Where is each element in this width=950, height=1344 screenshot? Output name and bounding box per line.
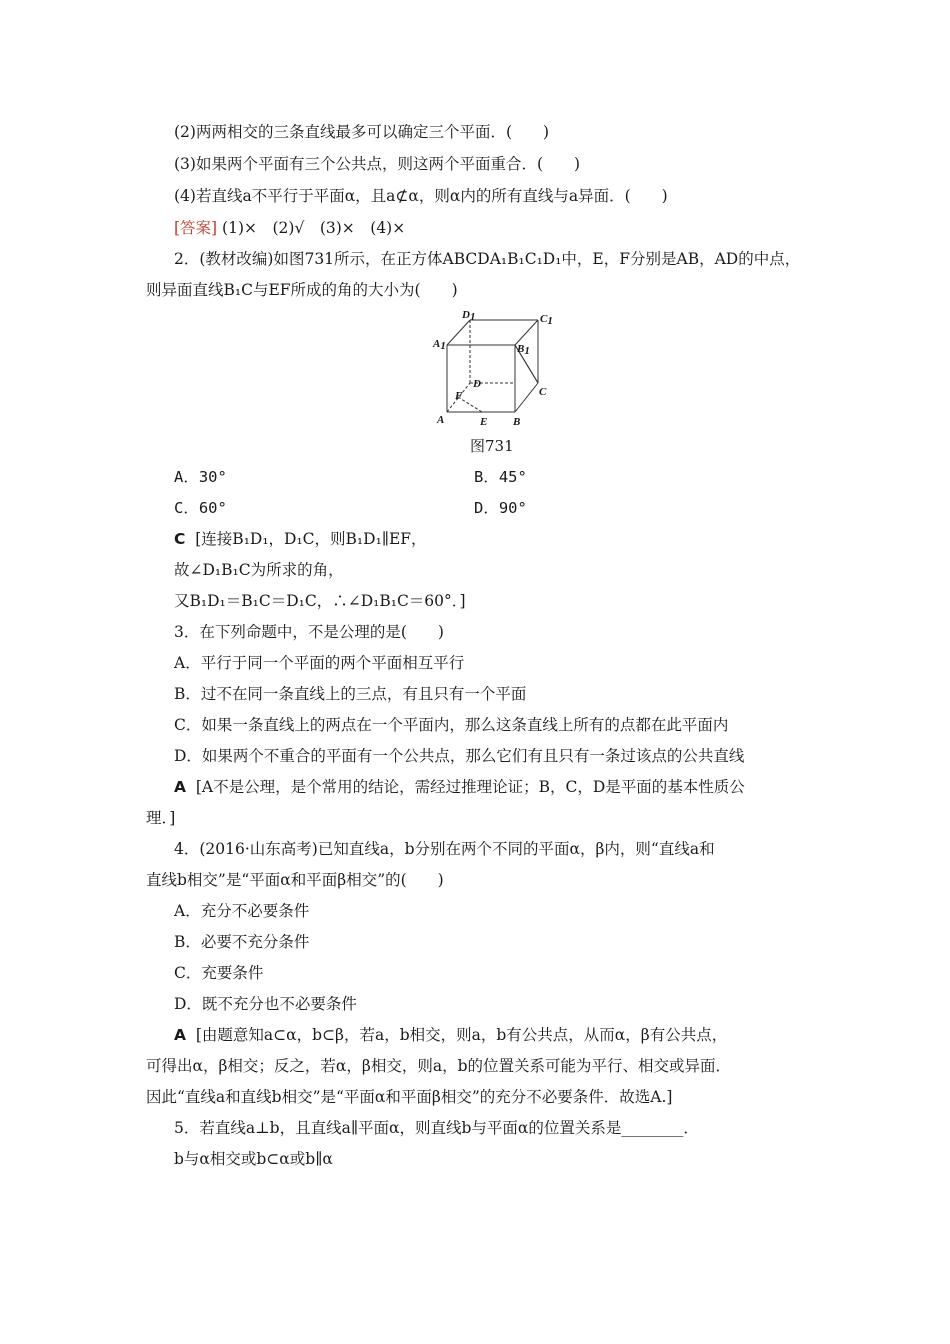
q3-solution-line1	[174, 777, 745, 797]
q1-answer	[174, 218, 405, 238]
label-f: F	[455, 390, 463, 402]
q2-option-b: B．45°	[474, 468, 527, 486]
q4-solution-line3: 因此“直线a和直线b相交”是“平面α和平面β相交”的充分不必要条件．故选A.]	[146, 1088, 673, 1106]
q3-stem: 3．在下列命题中，不是公理的是( )	[174, 623, 444, 641]
q3-solution-text1: [A不是公理，是个常用的结论，需经过推理论证；B，C，D是平面的基本性质公	[195, 778, 745, 796]
q4-solution-line2: 可得出α，β相交；反之，若α，β相交，则a，b的位置关系可能为平行、相交或异面．	[146, 1057, 732, 1075]
label-a1: A1	[433, 338, 446, 352]
answer-tag: [答案]	[174, 219, 218, 237]
q1-item-2: (2)两两相交的三条直线最多可以确定三个平面．( )	[174, 123, 550, 141]
edge-b1c1	[515, 320, 538, 345]
q5-stem: 5．若直线a⊥b，且直线a∥平面α，则直线b与平面α的位置关系是________．	[174, 1119, 699, 1137]
label-e: E	[480, 416, 488, 428]
q2-stem-line1: 2．(教材改编)如图731所示，在正方体ABCDA₁B₁C₁D₁中，E，F分别是AB，AD的中点，	[174, 250, 801, 268]
q3-option-d: D．如果两个不重合的平面有一个公共点，那么它们有且只有一条过该点的公共直线	[174, 747, 745, 765]
q1-answer-text: (1)× (2)√ (3)× (4)×	[222, 219, 406, 237]
q2-solution-text1: [连接B₁D₁，D₁C，则B₁D₁∥EF，	[195, 530, 427, 548]
edge-bc	[515, 383, 538, 412]
label-d1: D1	[462, 309, 476, 323]
q4-solution-line1	[174, 1025, 727, 1045]
q4-stem-line2: 直线b相交”是“平面α和平面β相交”的( )	[146, 871, 444, 889]
q4-option-d: D．既不充分也不必要条件	[174, 995, 357, 1013]
q2-option-d: D．90°	[474, 499, 527, 517]
q3-option-a: A．平行于同一个平面的两个平面相互平行	[174, 654, 465, 672]
label-b: B	[513, 416, 521, 428]
q5-answer: b与α相交或b⊂α或b∥α	[174, 1150, 333, 1168]
q3-answer-letter: A	[174, 778, 186, 796]
q2-option-a: A．30°	[174, 468, 227, 486]
q4-answer-letter: A	[174, 1026, 186, 1044]
q1-item-4: (4)若直线a不平行于平面α，且a⊄α，则α内的所有直线与a异面．( )	[174, 187, 668, 205]
q2-solution-line2: 故∠D₁B₁C为所求的角，	[174, 561, 344, 579]
edge-a1d1	[447, 320, 470, 345]
q2-option-c: C．60°	[174, 499, 227, 517]
q3-option-b: B．过不在同一条直线上的三点，有且只有一个平面	[174, 685, 527, 703]
label-a: A	[437, 414, 445, 426]
q3-option-c: C．如果一条直线上的两点在一个平面内，那么这条直线上所有的点都在此平面内	[174, 716, 729, 734]
label-b1: B1	[517, 343, 530, 357]
q4-solution-text1: [由题意知a⊂α，b⊂β，若a，b相交，则a，b有公共点，从而α，β有公共点，	[195, 1026, 728, 1044]
q4-option-c: C．充要条件	[174, 964, 264, 982]
cube-figure	[425, 305, 560, 430]
q4-option-b: B．必要不充分条件	[174, 933, 310, 951]
q4-stem-line1: 4．(2016·山东高考)已知直线a，b分别在两个不同的平面α，β内，则“直线a和	[174, 840, 715, 858]
label-c1: C1	[540, 313, 553, 327]
q2-stem-line2: 则异面直线B₁C与EF所成的角的大小为( )	[146, 281, 458, 299]
figure-caption: 图731	[470, 437, 514, 455]
q2-solution-line1	[174, 529, 427, 549]
q1-item-3: (3)如果两个平面有三个公共点，则这两个平面重合．( )	[174, 155, 581, 173]
q2-answer-letter: C	[174, 530, 186, 548]
label-d: D	[473, 378, 481, 390]
q3-solution-line2: 理．]	[146, 809, 176, 827]
label-c: C	[539, 386, 547, 398]
q2-solution-line3: 又B₁D₁＝B₁C＝D₁C，∴∠D₁B₁C＝60°．]	[174, 592, 466, 610]
q4-option-a: A．充分不必要条件	[174, 902, 310, 920]
